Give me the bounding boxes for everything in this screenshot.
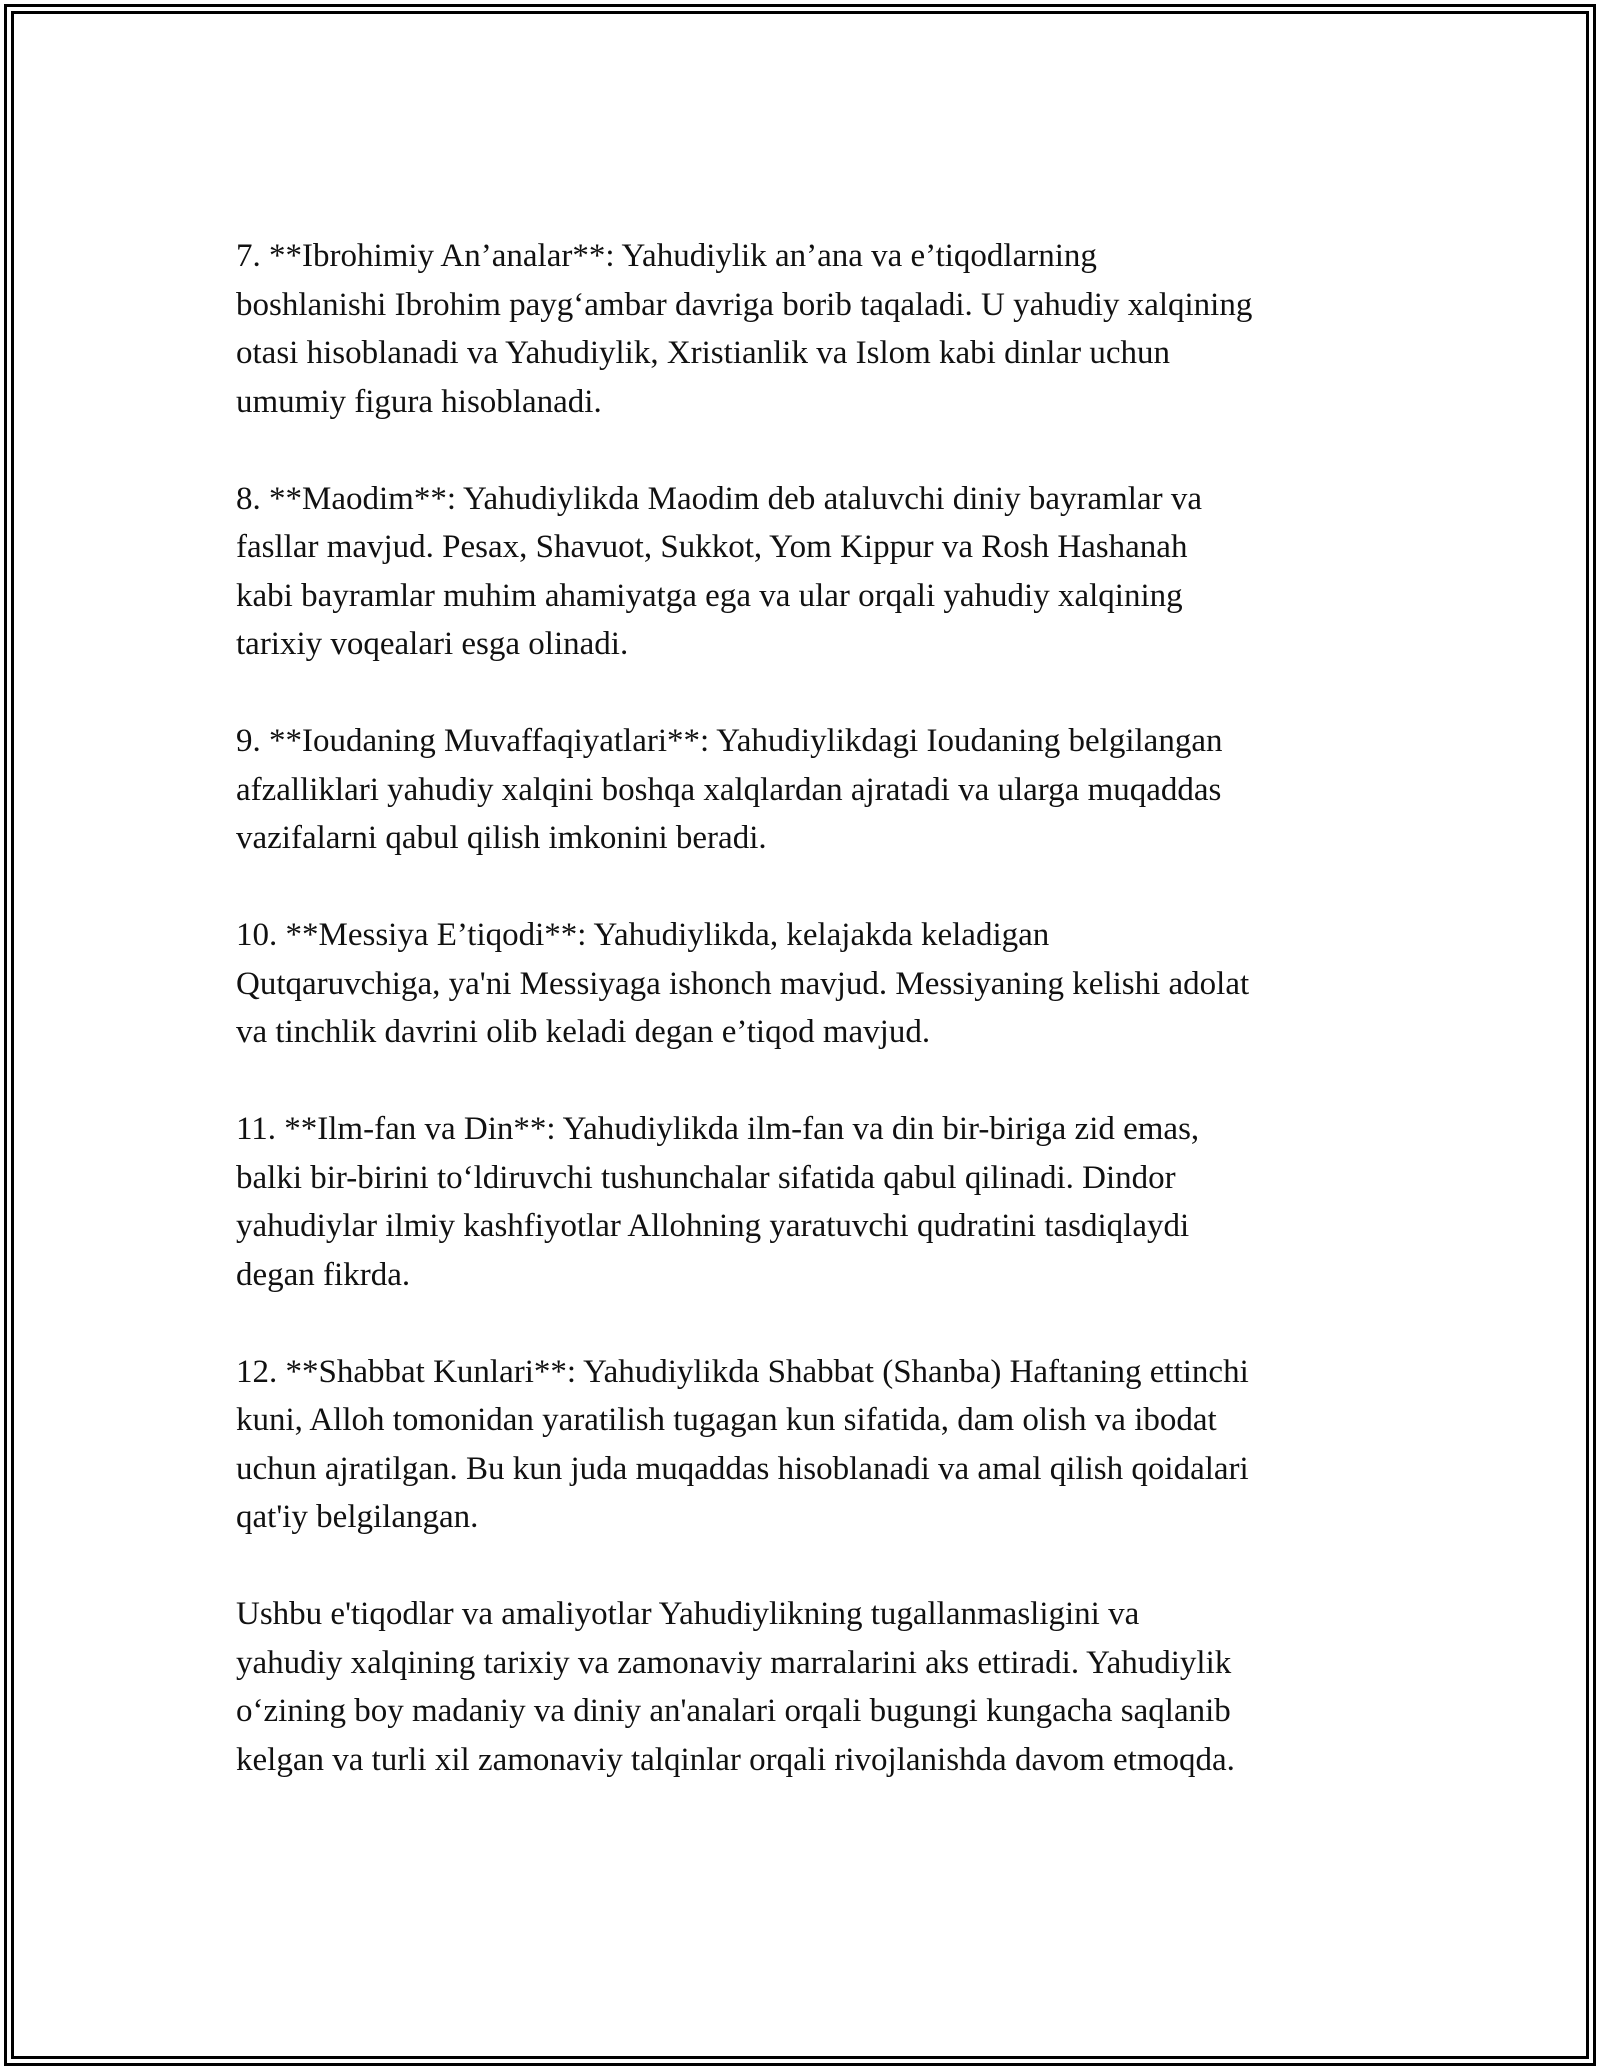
paragraph-conclusion: Ushbu e'tiqodlar va amaliyotlar Yahudiylikning tugallanmasligini va yahudiy xalqining tarixiy va zamonaviy marralarini aks ettiradi. Yahudiylik o‘zining boy madaniy va diniy an'analari orqali bugungi kungacha saqlanib kelgan va turli xil zamonaviy talqinlar orqali rivojlanishda davom etmoqda. xyxy=(236,1596,1235,1778)
paragraph-ibrohimiy-ananalar: 7. **Ibrohimiy An’analar**: Yahudiylik an’ana va e’tiqodlarning boshlanishi Ibrohim payg‘ambar davriga borib taqaladi. U yahudiy xalqining otasi hisoblanadi va Yahudiylik, Xristianlik va Islom kabi dinlar uchun umumiy figura hisoblanadi. xyxy=(236,238,1253,420)
paragraph-messiya-etiqodi: 10. **Messiya E’tiqodi**: Yahudiylikda, kelajakda keladigan Qutqaruvchiga, ya'ni Messiyaga ishonch mavjud. Messiyaning kelishi adolat va tinchlik davrini olib keladi degan e’tiqod mavjud. xyxy=(236,917,1250,1050)
paragraph-shabbat-kunlari: 12. **Shabbat Kunlari**: Yahudiylikda Shabbat (Shanba) Haftaning ettinchi kuni, Alloh tomonidan yaratilish tugagan kun sifatida, dam olish va ibodat uchun ajratilgan. Bu kun juda muqaddas hisoblanadi va amal qilish qoidalari qat'iy belgilangan. xyxy=(236,1353,1249,1535)
document-body xyxy=(236,232,1376,1784)
paragraph-ilm-fan-va-din: 11. **Ilm-fan va Din**: Yahudiylikda ilm-fan va din bir-biriga zid emas, balki bir-birini to‘ldiruvchi tushunchalar sifatida qabul qilinadi. Dindor yahudiylar ilmiy kashfiyotlar Allohning yaratuvchi qudratini tasdiqlaydi degan fikrda. xyxy=(236,1111,1200,1293)
paragraph-ioudaning-muvaffaqiyatlari: 9. **Ioudaning Muvaffaqiyatlari**: Yahudiylikdagi Ioudaning belgilangan afzalliklari yahudiy xalqini boshqa xalqlardan ajratadi va ularga muqaddas vazifalarni qabul qilish imkonini beradi. xyxy=(236,723,1223,856)
paragraph-maodim: 8. **Maodim**: Yahudiylikda Maodim deb ataluvchi diniy bayramlar va fasllar mavjud. Pesax, Shavuot, Sukkot, Yom Kippur va Rosh Hashanah kabi bayramlar muhim ahamiyatga ega va ular orqali yahudiy xalqining tarixiy voqealari esga olinadi. xyxy=(236,480,1203,662)
